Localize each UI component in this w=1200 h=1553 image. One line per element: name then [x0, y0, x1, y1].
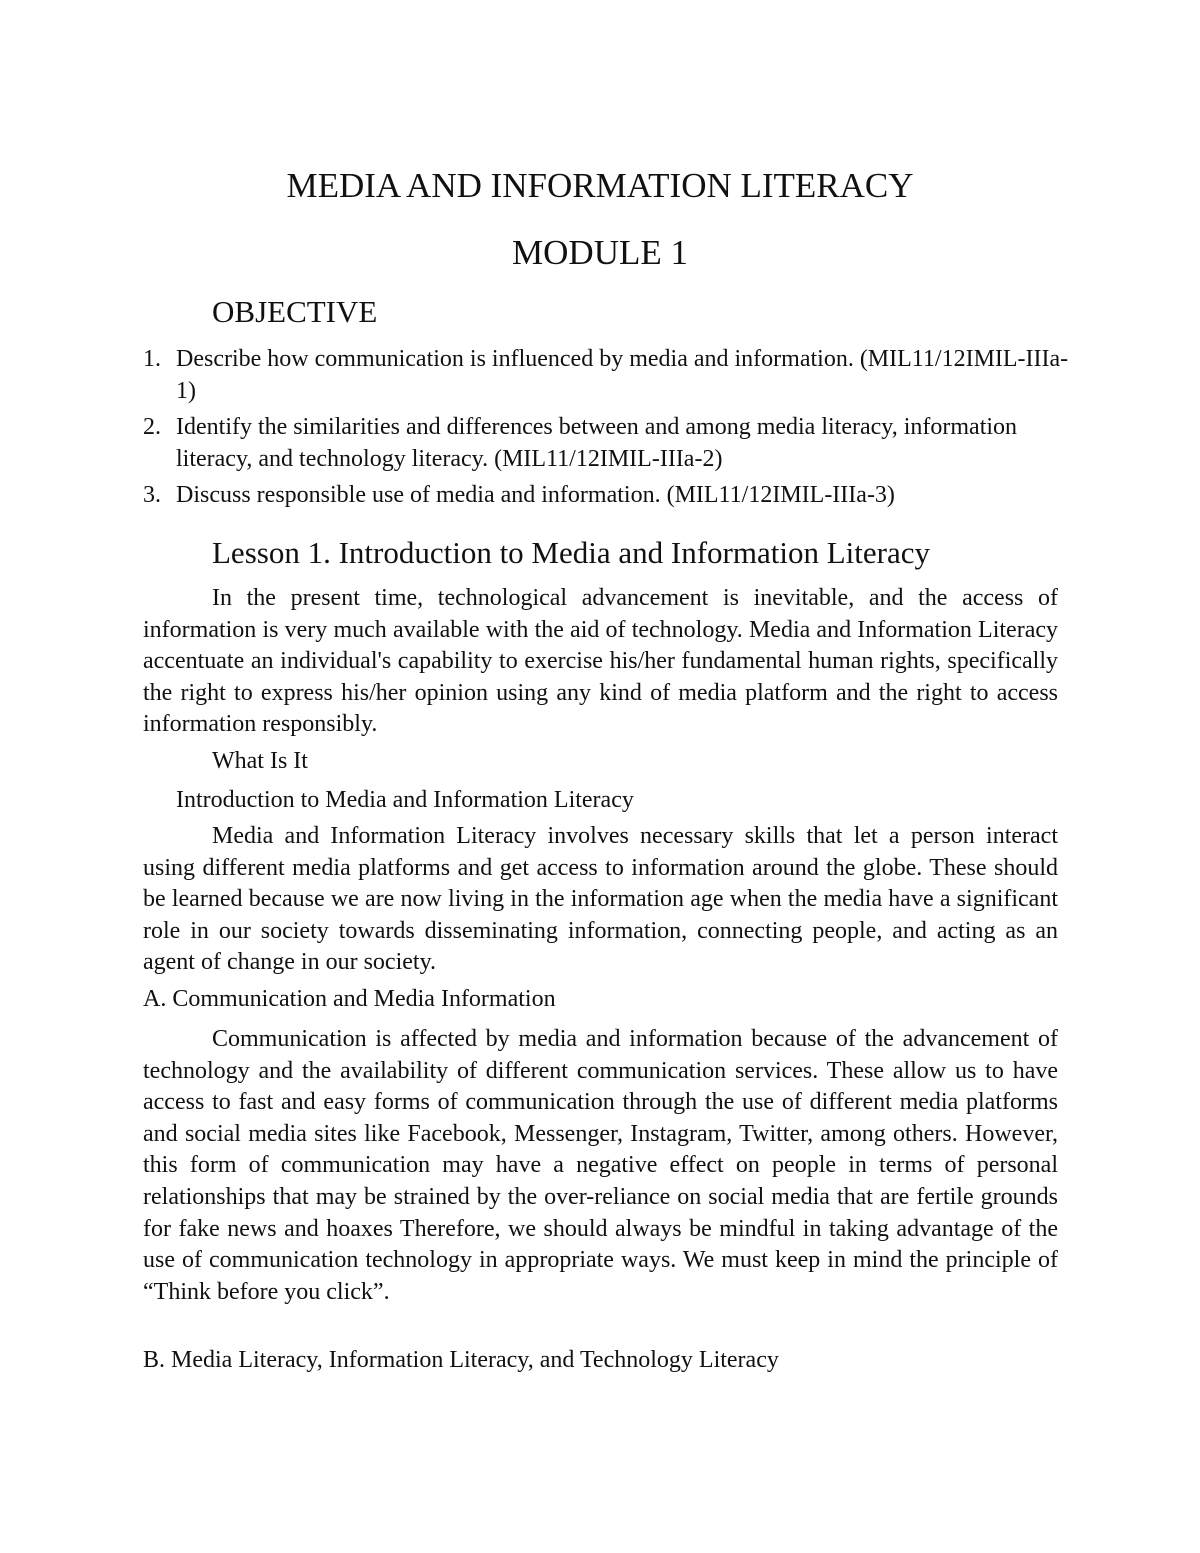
- intro-paragraph: In the present time, technological advancement is inevitable, and the access of information is very much available with the aid of technology. Media and Information Literacy accentuate an individual's capability to exercise his/her fundamental human rights, specifically the right to express his/her opinion using any kind of media platform and the right to access information responsibly.: [143, 585, 1058, 738]
- document-title: MEDIA AND INFORMATION LITERACY: [286, 166, 914, 205]
- objective-number: 3.: [143, 482, 161, 508]
- objective-text: Describe how communication is influenced by media and information. (MIL11/12IMIL-IIIa-1): [176, 346, 1069, 404]
- intro-subheading: Introduction to Media and Information Literacy: [176, 787, 634, 813]
- lesson-title: Lesson 1. Introduction to Media and Information Literacy: [212, 535, 930, 570]
- objective-text: Discuss responsible use of media and information. (MIL11/12IMIL-IIIa-3): [176, 482, 895, 508]
- objective-item: [143, 343, 1073, 407]
- objective-item: [143, 479, 1073, 511]
- section-b-heading: B. Media Literacy, Information Literacy, and Technology Literacy: [143, 1347, 779, 1373]
- objective-text: Identify the similarities and differences between and among media literacy, information literacy, and technology literacy. (MIL11/12IMIL-IIIa-2): [176, 414, 1018, 472]
- objective-heading: OBJECTIVE: [212, 294, 378, 329]
- objective-number: 2.: [143, 414, 161, 440]
- objective-item: [143, 411, 1073, 475]
- communication-paragraph: Communication is affected by media and information because of the advancement of technology and the availability of different communication services. These allow us to have access to fast and easy forms of communication through the use of different media platforms and social media sites like Facebook, Messenger, Instagram, Twitter, among others. However, this form of communication may have a negative effect on people in terms of personal relationships that may be strained by the over-reliance on social media that are fertile grounds for fake news and hoaxes Therefore, we should always be mindful in taking advantage of the use of communication technology in appropriate ways. We must keep in mind the principle of “Think before you click”.: [143, 1026, 1058, 1305]
- module-title: MODULE 1: [512, 233, 688, 272]
- section-a-heading: A. Communication and Media Information: [143, 986, 556, 1012]
- objectives-list: [143, 343, 1073, 515]
- mil-paragraph: Media and Information Literacy involves necessary skills that let a person interact using different media platforms and get access to information around the globe. These should be learned because we are now living in the information age when the media have a significant role in our society towards disseminating information, connecting people, and acting as an agent of change in our society.: [143, 823, 1058, 976]
- what-is-it-heading: What Is It: [212, 748, 308, 774]
- objective-number: 1.: [143, 346, 161, 372]
